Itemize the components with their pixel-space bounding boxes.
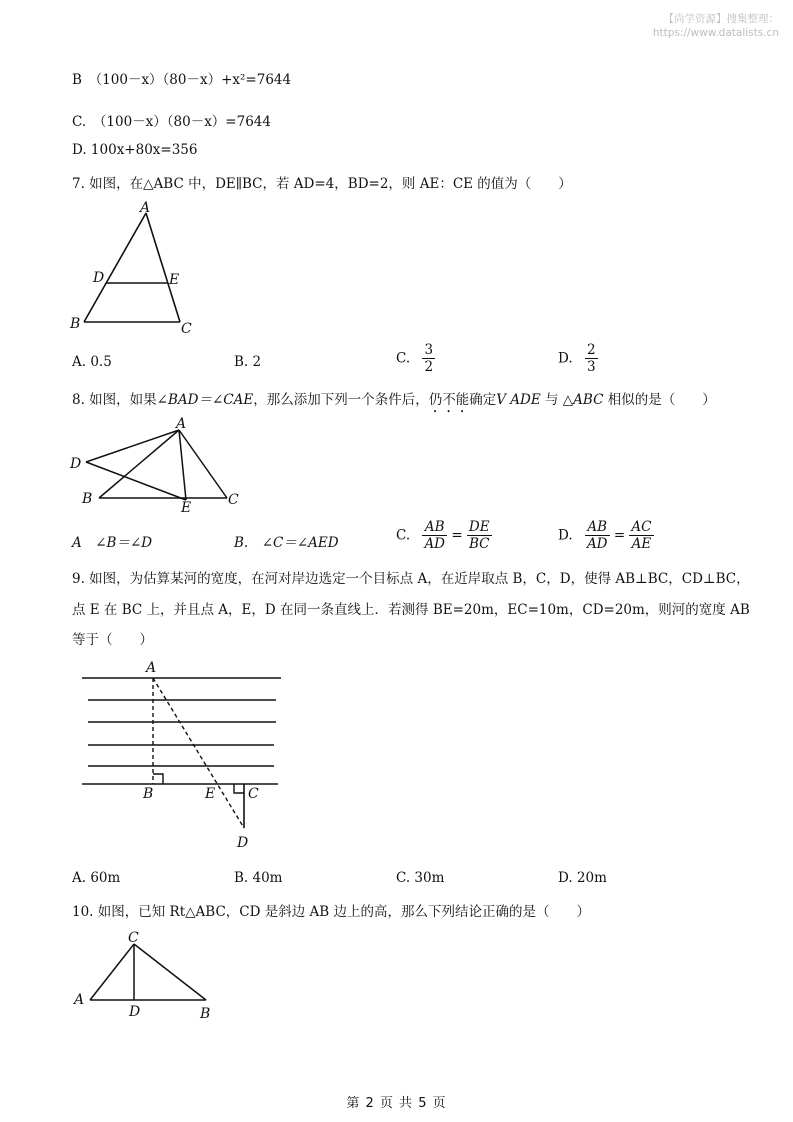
q8-option-d-d2: AE: [631, 536, 652, 552]
q10-stem: 10. 如图，已知 Rt△ABC，CD 是斜边 AB 边上的高，那么下列结论正确的是（ ）: [72, 904, 590, 920]
q8-stem-pre: 8. 如图，如果: [72, 392, 157, 408]
q9-stem-line3: 等于（ ）: [72, 632, 153, 648]
q9-river-figure: [76, 656, 296, 856]
q8-option-d-eq: =: [613, 527, 626, 544]
q7-label-e: E: [169, 272, 180, 288]
watermark-line2: https://www.datalists.cn: [652, 27, 779, 39]
q8-option-a-text: A ∠B＝∠D: [72, 535, 153, 551]
q7-option-d-prefix: D.: [558, 350, 573, 367]
q10-label-c: C: [128, 930, 139, 946]
q8-option-d-n1: AB: [585, 519, 610, 536]
q7-option-d-fraction: [585, 342, 598, 375]
q8-stem: [72, 388, 716, 416]
q7-option-c: [396, 342, 435, 375]
watermark: [653, 12, 779, 40]
q9-stem-line1: 9. 如图，为估算某河的宽度，在河对岸边选定一个目标点 A，在近岸取点 B，C，D，使得 AB⊥BC，CD⊥BC，: [72, 571, 750, 587]
q8-segment-ae: [179, 430, 186, 500]
q7-option-d: [558, 342, 598, 375]
q7-option-d-den: 3: [586, 359, 596, 375]
q9-label-d: D: [237, 835, 249, 851]
q7-option-d-num: 2: [586, 342, 596, 358]
q10-label-b: B: [200, 1006, 211, 1022]
q7-option-c-fraction: [422, 342, 435, 375]
q8-option-d: [558, 519, 654, 552]
q8-segment-ac: [179, 430, 227, 498]
q9-label-b: B: [143, 786, 154, 802]
q8-option-b: [234, 531, 339, 551]
q8-stem-tri1: V ADE: [496, 392, 541, 408]
q10-side-cb: [134, 944, 206, 1000]
page-footer: 第 2 页 共 5 页: [346, 1096, 447, 1111]
q8-option-c: [396, 519, 492, 552]
q9-option-c: C. 30m: [396, 870, 445, 886]
q8-option-d-frac1: [585, 519, 610, 552]
q8-option-c-d2: BC: [469, 536, 490, 552]
q10-label-d: D: [129, 1004, 141, 1020]
q7-label-c: C: [181, 321, 192, 337]
q9-right-angle-b: [153, 774, 163, 784]
q8-option-d-n2: AC: [631, 519, 652, 535]
q7-stem: 7. 如图，在△ABC 中，DE∥BC，若 AD=4，BD=2，则 AE：CE 的值为（ ）: [72, 176, 572, 192]
q9-label-c: C: [248, 786, 259, 802]
q9-option-d: D. 20m: [558, 870, 607, 886]
q8-option-a: [72, 531, 152, 551]
q8-segment-ab: [99, 430, 179, 498]
watermark-line1: 【尚学资源】搜集整理：: [663, 13, 779, 25]
q8-stem-tri2: △ABC: [562, 392, 604, 408]
q7-label-b: B: [70, 316, 81, 332]
q7-option-c-prefix: C.: [396, 350, 411, 367]
q7-label-d: D: [93, 270, 105, 286]
q9-option-a: A. 60m: [72, 870, 121, 886]
q8-stem-emphasis: 仍不能: [428, 392, 470, 408]
q7-option-c-num: 3: [424, 342, 434, 358]
q9-stem-line2: 点 E 在 BC 上，并且点 A，E，D 在同一条直线上．若测得 BE=20m，EC=10m，CD=20m，则河的宽度 AB: [72, 602, 750, 618]
q7-option-c-den: 2: [424, 359, 434, 375]
q8-option-b-text: B. ∠C＝∠AED: [234, 535, 339, 551]
q9-right-angle-c: [234, 784, 244, 793]
q8-stem-cond: ∠BAD＝∠CAE: [156, 392, 254, 408]
q10-figure: [70, 928, 220, 1022]
q8-stem-mid: ，那么添加下列一个条件后，: [253, 392, 429, 408]
q8-segment-ad: [86, 430, 179, 462]
q8-option-d-frac2: [629, 519, 653, 552]
q8-option-c-eq: =: [451, 527, 463, 544]
q8-option-c-n1: AB: [422, 519, 447, 536]
q7-side-ac: [146, 213, 180, 322]
q7-option-b: B. 2: [234, 354, 262, 370]
q8-option-d-prefix: D.: [558, 527, 573, 544]
q8-stem-and: 与: [540, 392, 563, 408]
q8-option-c-frac2: [467, 519, 492, 552]
q8-label-b: B: [82, 491, 93, 507]
q8-option-c-prefix: C.: [396, 527, 411, 544]
q10-label-a: A: [74, 992, 85, 1008]
q7-option-a: A. 0.5: [72, 354, 112, 370]
q8-stem-end: 相似的是（ ）: [603, 392, 716, 408]
q8-label-c: C: [228, 492, 239, 508]
q6-option-b: B （100－x）（80－x）+x²=7644: [72, 72, 292, 88]
q6-option-c: C. （100－x）（80－x）=7644: [72, 114, 271, 130]
q7-side-ab: [84, 213, 146, 322]
q8-option-d-d1: AD: [586, 536, 608, 552]
q9-label-a: A: [146, 660, 157, 676]
q8-label-a: A: [176, 416, 187, 432]
q6-option-d: D. 100x+80x=356: [72, 142, 198, 158]
q8-option-c-n2: DE: [468, 519, 490, 535]
q9-option-b: B. 40m: [234, 870, 283, 886]
q8-segment-de: [86, 462, 186, 500]
q9-label-e: E: [205, 786, 216, 802]
q10-side-ac: [90, 944, 134, 1000]
q8-figure: [62, 414, 252, 518]
q7-label-a: A: [140, 200, 151, 216]
q7-triangle-figure: [60, 196, 210, 340]
q8-option-c-d1: AD: [424, 536, 446, 552]
q8-stem-post: 确定: [469, 392, 497, 408]
q8-label-e: E: [181, 500, 192, 516]
q8-option-c-frac1: [422, 519, 447, 552]
q8-label-d: D: [70, 456, 82, 472]
